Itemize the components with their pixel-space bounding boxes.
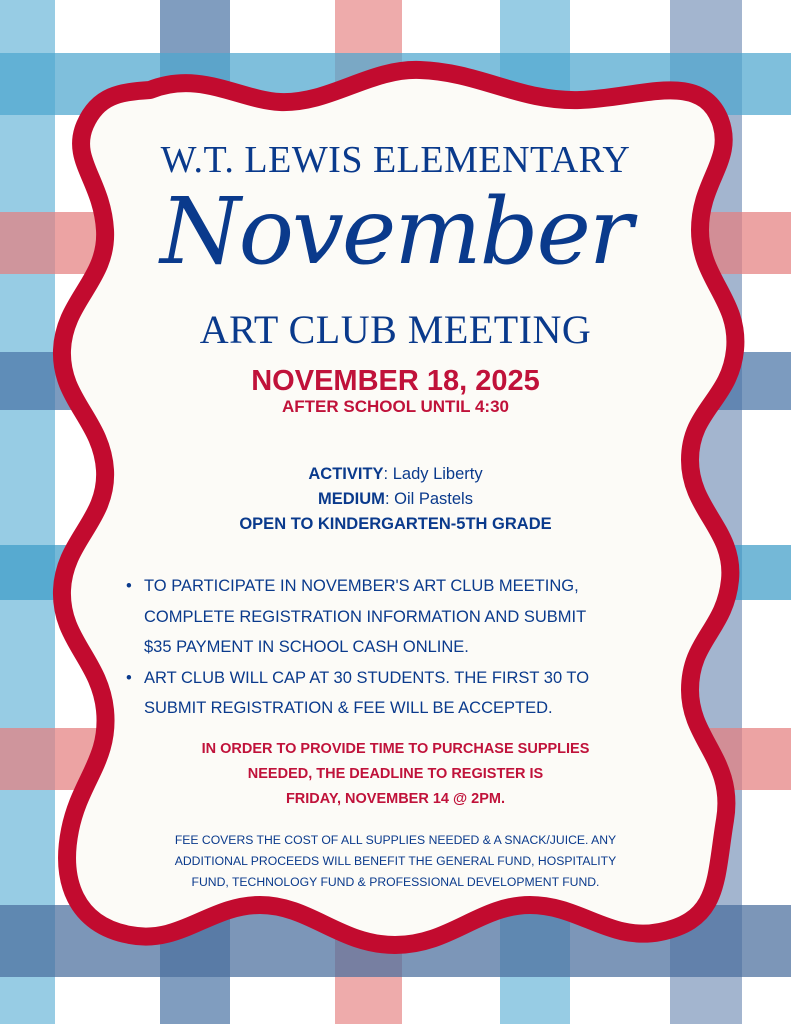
event-time: AFTER SCHOOL UNTIL 4:30 bbox=[281, 397, 509, 416]
event-date: NOVEMBER 18, 2025 bbox=[251, 365, 540, 397]
registration-bullets bbox=[122, 571, 687, 724]
activity-line bbox=[0, 462, 791, 487]
fee-line: ADDITIONAL PROCEEDS WILL BENEFIT THE GENERAL FUND, HOSPITALITY bbox=[174, 854, 617, 868]
event-details bbox=[0, 462, 791, 537]
bullet-line: ART CLUB WILL CAP AT 30 STUDENTS. THE FIRST 30 TO bbox=[144, 668, 590, 687]
eligibility-text: OPEN TO KINDERGARTEN-5TH GRADE bbox=[239, 515, 552, 533]
fee-note bbox=[0, 830, 791, 893]
bullet-line: $35 PAYMENT IN SCHOOL CASH ONLINE. bbox=[144, 638, 469, 656]
medium-line bbox=[0, 487, 791, 512]
deadline-line: FRIDAY, NOVEMBER 14 @ 2PM. bbox=[285, 791, 506, 807]
event-title: ART CLUB MEETING bbox=[199, 307, 592, 352]
activity-label: ACTIVITY bbox=[308, 465, 384, 483]
deadline-line: NEEDED, THE DEADLINE TO REGISTER IS bbox=[247, 766, 544, 782]
bullet-item bbox=[122, 571, 687, 663]
activity-value: : Lady Liberty bbox=[383, 465, 483, 483]
eligibility-line bbox=[0, 512, 791, 537]
bullet-item bbox=[122, 663, 687, 724]
fee-line: FUND, TECHNOLOGY FUND & PROFESSIONAL DEVELOPMENT FUND. bbox=[191, 875, 600, 889]
fee-line: FEE COVERS THE COST OF ALL SUPPLIES NEEDED & A SNACK/JUICE. ANY bbox=[174, 833, 617, 847]
deadline-notice bbox=[0, 737, 791, 812]
bullet-line: TO PARTICIPATE IN NOVEMBER'S ART CLUB MEETING, bbox=[144, 577, 579, 595]
deadline-line: IN ORDER TO PROVIDE TIME TO PURCHASE SUPPLIES bbox=[201, 741, 590, 757]
bullet-line: SUBMIT REGISTRATION & FEE WILL BE ACCEPTED. bbox=[144, 699, 553, 717]
month-script-title: November bbox=[160, 178, 631, 285]
bullet-dot-icon: • bbox=[126, 577, 132, 595]
medium-value: : Oil Pastels bbox=[384, 490, 473, 508]
school-name: W.T. LEWIS ELEMENTARY bbox=[160, 139, 631, 181]
medium-label: MEDIUM bbox=[318, 490, 385, 508]
bullet-line: COMPLETE REGISTRATION INFORMATION AND SUBMIT bbox=[144, 607, 587, 626]
bullet-dot-icon: • bbox=[126, 668, 132, 687]
